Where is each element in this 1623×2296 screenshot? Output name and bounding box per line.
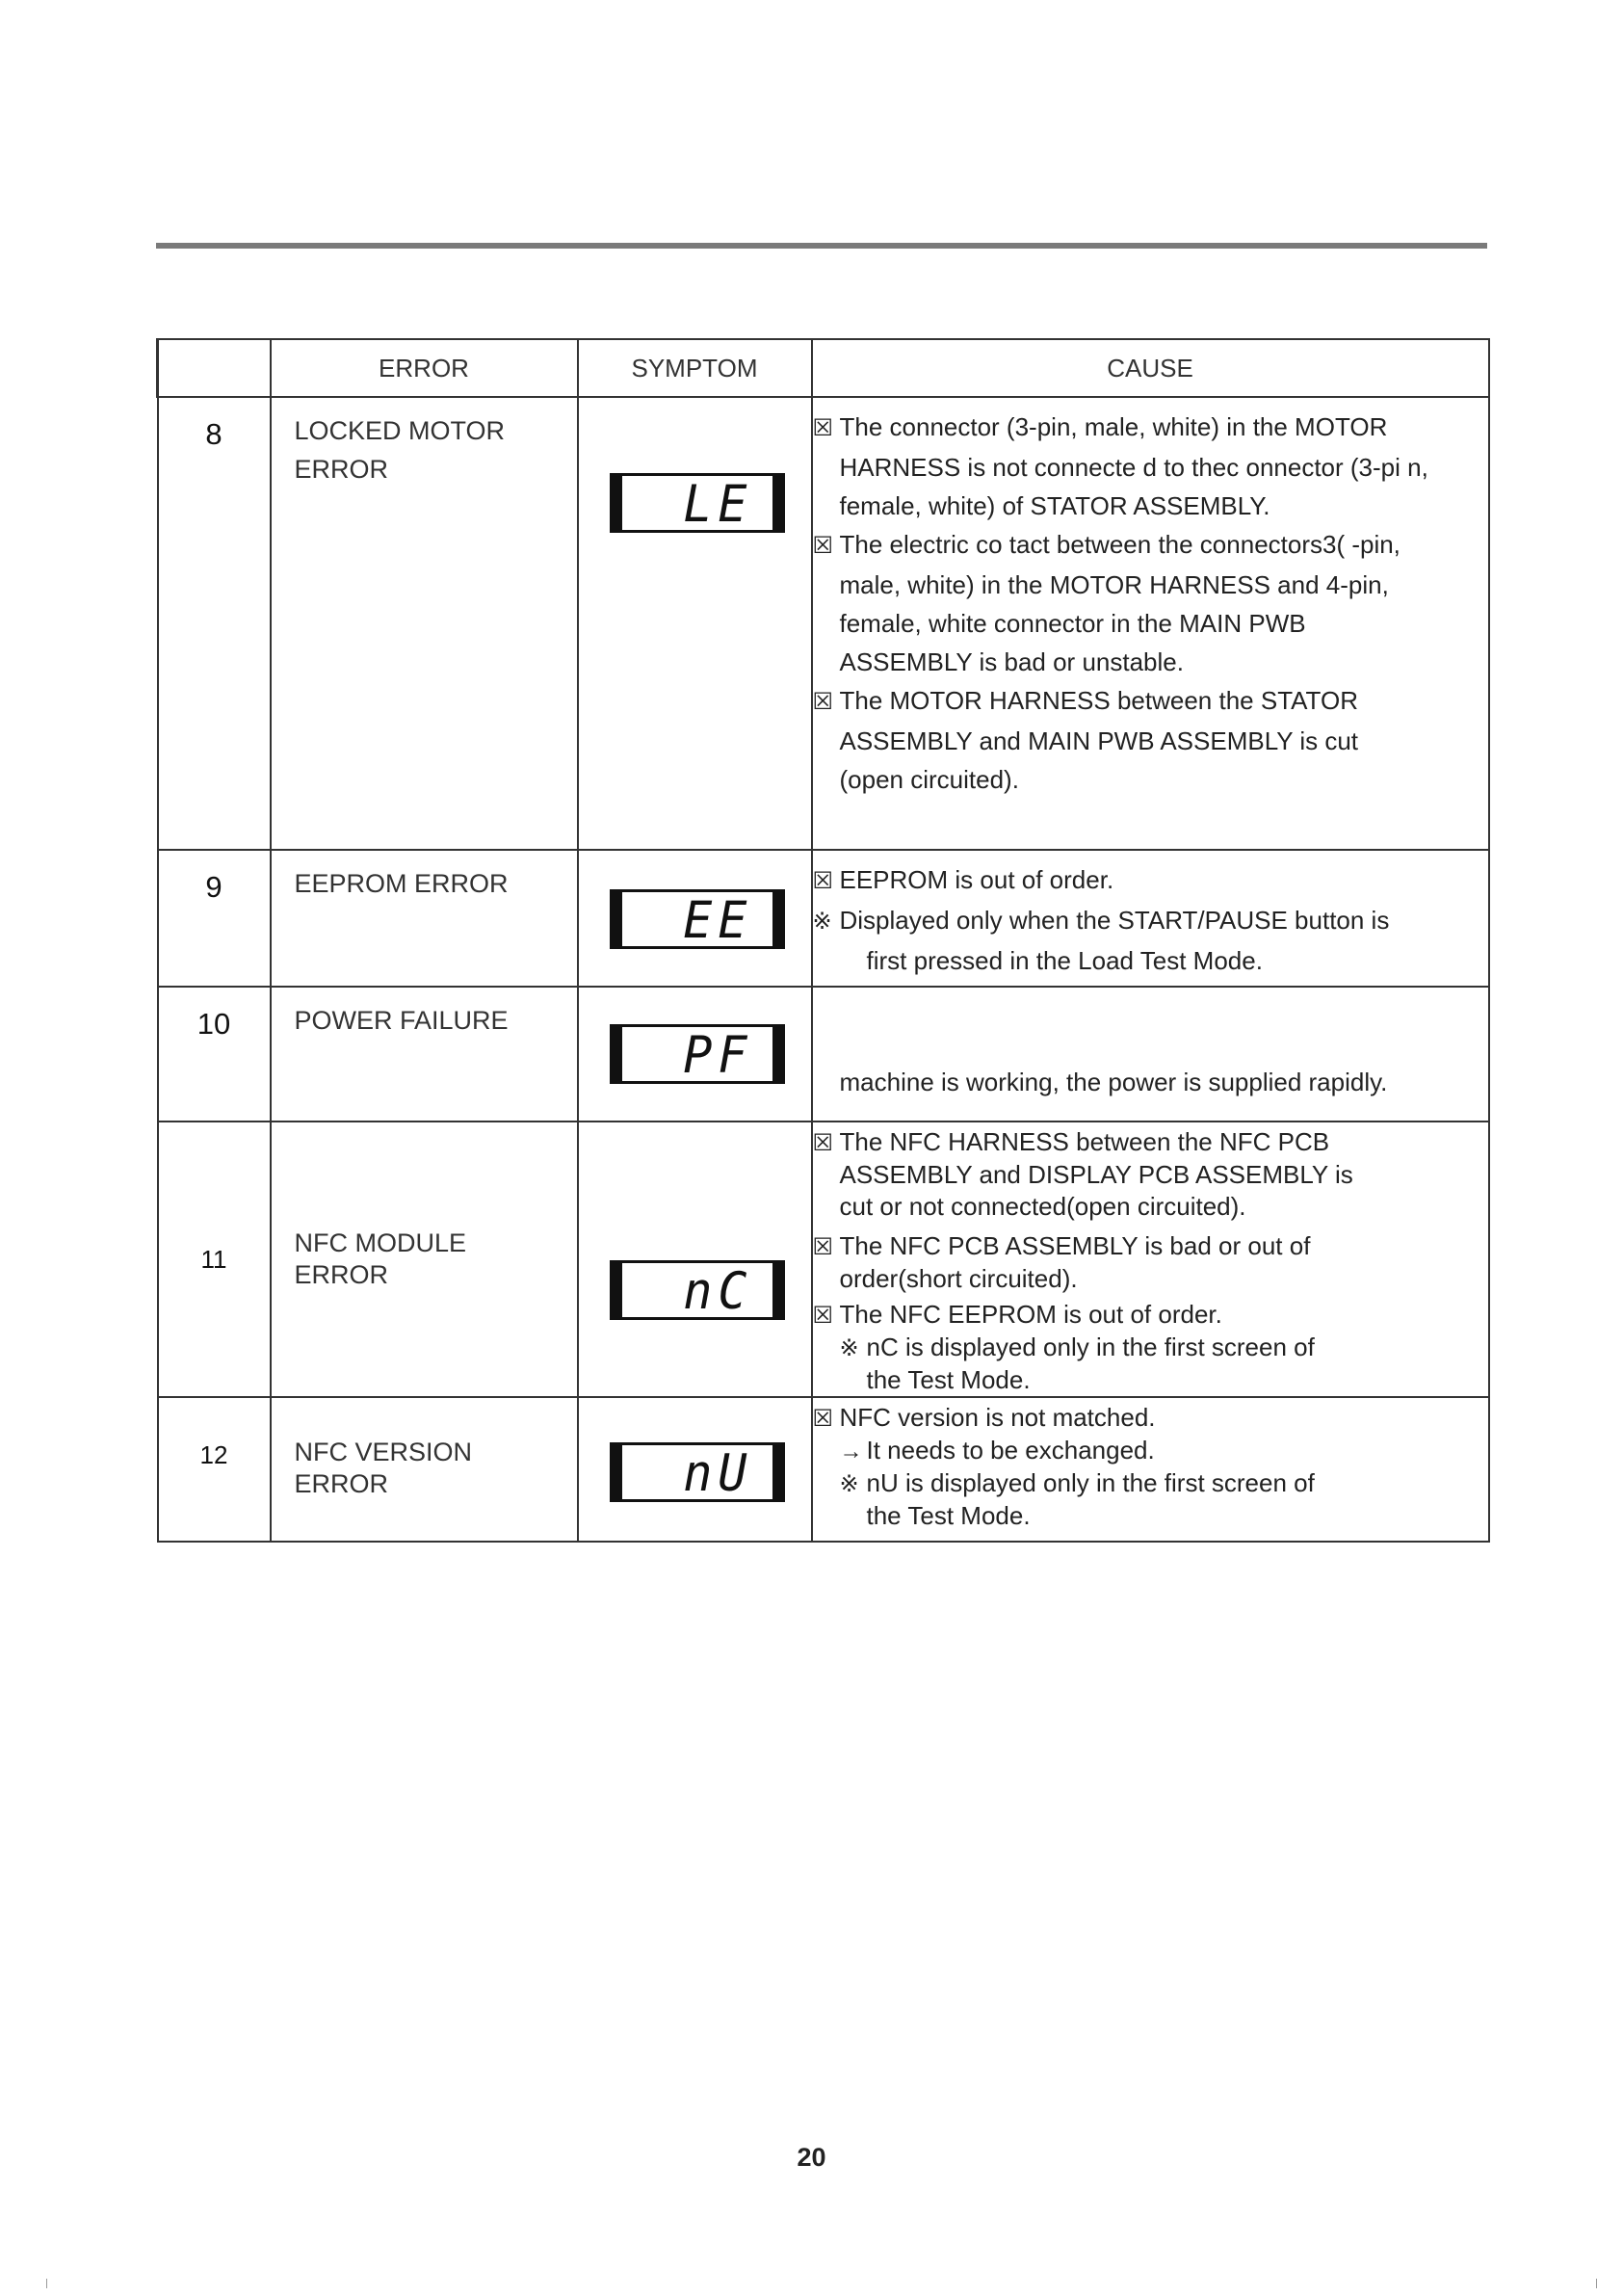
cause-line: the Test Mode. [866,1365,1031,1394]
cause-line: ☒ The NFC EEPROM is out of order. [812,1300,1222,1329]
header-no [158,339,271,397]
header-rule [156,243,1487,249]
error-name-line: NFC VERSION [294,1438,473,1466]
table-header-row [158,339,1489,397]
cause-line: ☒ NFC version is not matched. [812,1403,1156,1432]
cause-cell [812,397,1489,850]
cause-cell [812,1397,1489,1542]
error-name-line: LOCKED MOTOR [294,416,506,445]
symptom-cell [578,987,812,1122]
cause-line: female, white) of STATOR ASSEMBLY. [839,491,1270,520]
error-name-line: ERROR [294,1469,389,1498]
cause-cell [812,850,1489,987]
lcd-code: LE [683,474,753,534]
error-number: 11 [158,1122,271,1397]
error-name [271,1122,578,1397]
symptom-cell [578,850,812,987]
cause-line: ☒ EEPROM is out of order. [812,865,1114,894]
cause-line: first pressed in the Load Test Mode. [866,946,1263,975]
error-name [271,1397,578,1542]
error-name [271,987,578,1122]
cause-line: male, white) in the MOTOR HARNESS and 4-pin, [839,570,1389,599]
error-name-line: EEPROM ERROR [294,869,509,898]
cause-line: machine is working, the power is supplied rapidly. [839,1068,1388,1096]
error-name-line: ERROR [294,455,389,484]
cause-line: ※ nU is displayed only in the first screen of [839,1468,1315,1497]
cause-line: the Test Mode. [866,1501,1031,1530]
lcd-display [610,1024,785,1084]
lcd-display [610,473,785,533]
cause-cell [812,987,1489,1122]
error-number: 12 [158,1397,271,1542]
error-number: 10 [158,987,271,1122]
cause-line: order(short circuited). [839,1264,1078,1293]
cause-line: ☒ The NFC HARNESS between the NFC PCB [812,1127,1330,1156]
cause-line: ASSEMBLY and MAIN PWB ASSEMBLY is cut [839,726,1359,755]
lcd-display [610,1260,785,1320]
table-row [158,1397,1489,1542]
page-number: 20 [797,2143,826,2172]
lcd-display [610,1442,785,1502]
crop-mark [46,2279,47,2288]
lcd-code: nU [683,1443,753,1503]
cause-line: ASSEMBLY is bad or unstable. [839,647,1184,676]
cause-line: ※ nC is displayed only in the first screen of [839,1333,1315,1361]
cause-line: → It needs to be exchanged. [839,1436,1155,1465]
table-row [158,850,1489,987]
table-row [158,397,1489,850]
header-error: ERROR [271,339,578,397]
error-number: 8 [158,397,271,850]
symptom-cell [578,397,812,850]
cause-line: female, white connector in the MAIN PWB [839,609,1306,638]
cause-cell [812,1122,1489,1397]
table-row [158,1122,1489,1397]
error-number: 9 [158,850,271,987]
symptom-cell [578,1122,812,1397]
lcd-code: nC [683,1261,753,1321]
cause-line: ASSEMBLY and DISPLAY PCB ASSEMBLY is [839,1160,1353,1189]
table-row [158,987,1489,1122]
cause-line: ☒ The MOTOR HARNESS between the STATOR [812,686,1358,715]
error-code-table [156,338,1490,1543]
cause-line: ☒ The electric co tact between the connectors3( -pin, [812,530,1400,559]
header-symptom: SYMPTOM [578,339,812,397]
error-name-line: ERROR [294,1260,389,1289]
lcd-code: EE [683,890,753,950]
error-name [271,850,578,987]
lcd-code: PF [683,1025,753,1085]
header-cause: CAUSE [812,339,1489,397]
cause-line: HARNESS is not connecte d to thec onnector (3-pi n, [839,453,1428,482]
error-name [271,397,578,850]
symptom-cell [578,1397,812,1542]
cause-line: ☒ The NFC PCB ASSEMBLY is bad or out of [812,1231,1311,1260]
crop-mark [1596,2279,1597,2288]
lcd-display [610,889,785,949]
error-name-line: NFC MODULE [294,1228,467,1257]
cause-line: (open circuited). [839,765,1019,794]
cause-line: cut or not connected(open circuited). [839,1192,1246,1221]
cause-line: ☒ The connector (3-pin, male, white) in the MOTOR [812,412,1388,441]
error-name-line: POWER FAILURE [294,1006,509,1035]
cause-line: ※ Displayed only when the START/PAUSE button is [812,906,1390,935]
